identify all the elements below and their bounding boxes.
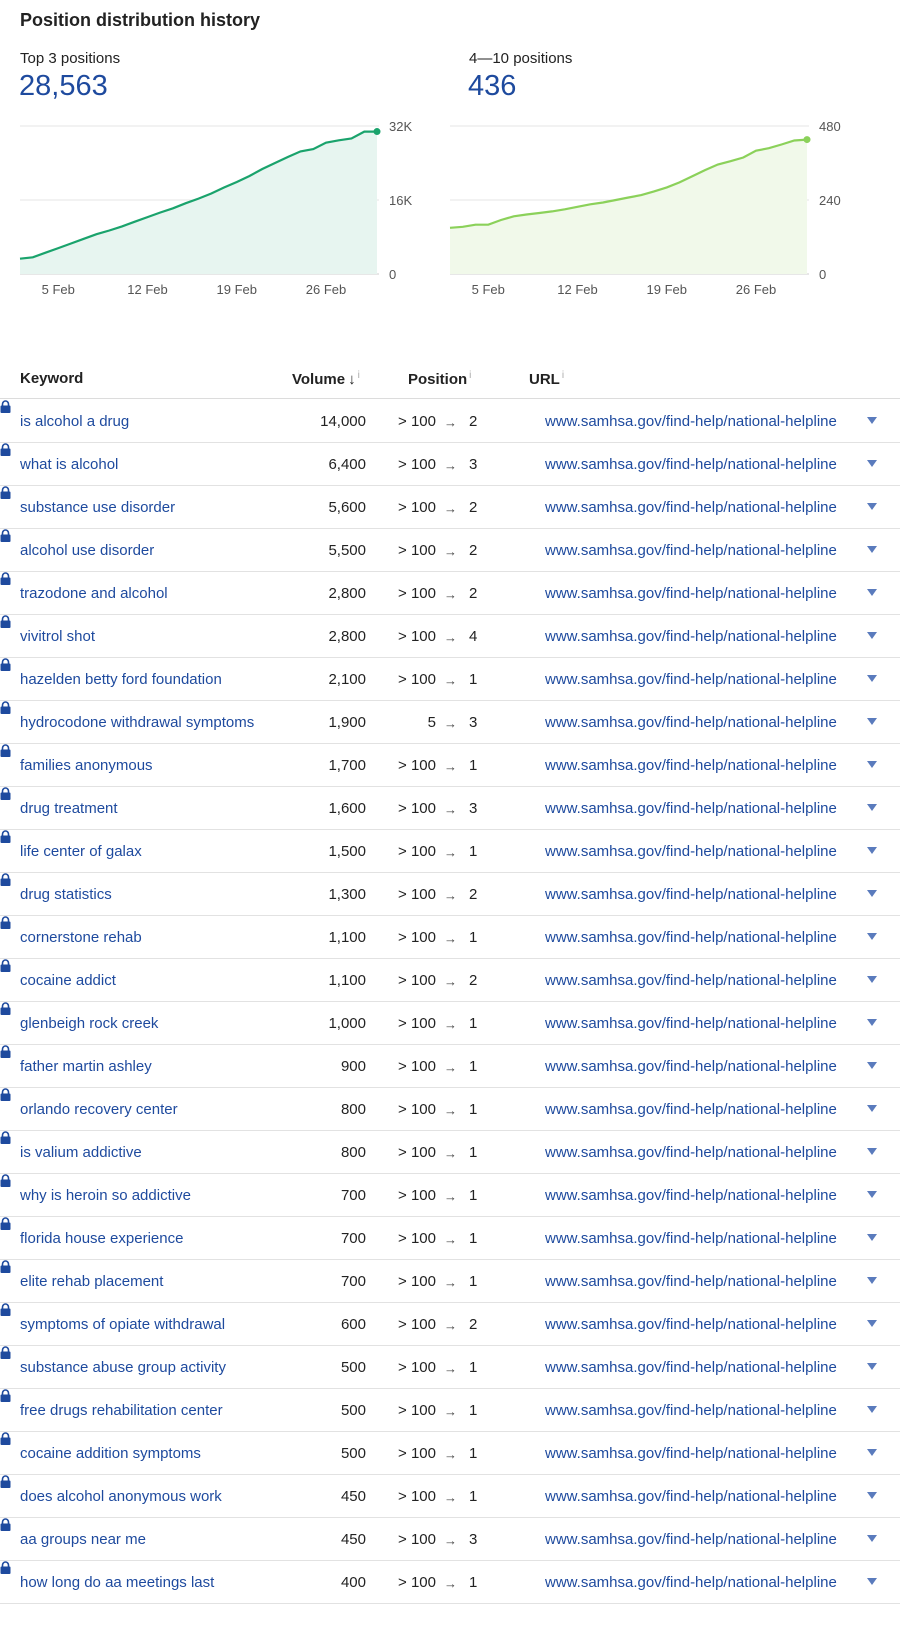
y-tick-label: 240 xyxy=(819,193,841,208)
url-link[interactable]: www.samhsa.gov/find-help/national-helpline xyxy=(545,1273,837,1290)
x-tick-label: 5 Feb xyxy=(41,282,75,297)
keyword-link[interactable]: substance abuse group activity xyxy=(20,1359,226,1376)
lock-icon xyxy=(0,1088,11,1101)
url-header[interactable] xyxy=(529,370,564,388)
position-from: > 100 xyxy=(398,972,436,989)
table-row xyxy=(0,873,900,916)
arrow-right-icon: → xyxy=(444,802,457,817)
position-from: > 100 xyxy=(398,1488,436,1505)
position-to: 3 xyxy=(469,1531,478,1548)
lock-icon xyxy=(0,1561,11,1574)
y-tick-label: 16K xyxy=(389,193,413,208)
position-to: 1 xyxy=(469,1359,478,1376)
chevron-down-icon[interactable] xyxy=(867,1363,877,1370)
position-from: > 100 xyxy=(398,1445,436,1462)
position-to: 2 xyxy=(469,972,478,989)
position-from: > 100 xyxy=(398,1058,436,1075)
arrow-right-icon: → xyxy=(444,1103,457,1118)
url-link[interactable]: www.samhsa.gov/find-help/national-helpline xyxy=(545,972,837,989)
area-fill xyxy=(20,132,377,274)
volume-value: 1,700 xyxy=(328,757,366,774)
table-row xyxy=(0,1432,900,1475)
keyword-link[interactable]: alcohol use disorder xyxy=(20,542,155,559)
position-to: 1 xyxy=(469,1273,478,1290)
arrow-right-icon: → xyxy=(444,501,457,516)
arrow-right-icon: → xyxy=(444,544,457,559)
keyword-link[interactable]: how long do aa meetings last xyxy=(20,1574,215,1591)
table-row xyxy=(0,486,900,529)
position-from: > 100 xyxy=(398,1273,436,1290)
position-to: 1 xyxy=(469,757,478,774)
chevron-down-icon[interactable] xyxy=(867,417,877,424)
volume-value: 5,500 xyxy=(328,542,366,559)
lock-icon xyxy=(0,873,11,886)
position-from: > 100 xyxy=(398,886,436,903)
keyword-link[interactable]: father martin ashley xyxy=(20,1058,152,1075)
position-to: 3 xyxy=(469,714,478,731)
volume-value: 900 xyxy=(340,1058,366,1075)
table-row xyxy=(0,1475,900,1518)
url-link[interactable]: www.samhsa.gov/find-help/national-helpline xyxy=(545,1531,837,1548)
position-to: 3 xyxy=(469,456,478,473)
keyword-link[interactable]: is valium addictive xyxy=(20,1144,142,1161)
lock-icon xyxy=(0,1518,11,1531)
table-row xyxy=(0,1174,900,1217)
table-row xyxy=(0,1002,900,1045)
position-to: 2 xyxy=(469,886,478,903)
arrow-right-icon: → xyxy=(444,1576,457,1591)
lock-icon xyxy=(0,572,11,585)
chevron-down-icon[interactable] xyxy=(867,1449,877,1456)
chevron-down-icon[interactable] xyxy=(867,761,877,768)
arrow-right-icon: → xyxy=(444,1017,457,1032)
table-row xyxy=(0,1088,900,1131)
volume-value: 800 xyxy=(340,1101,366,1118)
keyword-link[interactable]: cocaine addict xyxy=(20,972,116,989)
url-link[interactable]: www.samhsa.gov/find-help/national-helpline xyxy=(545,1488,837,1505)
volume-value: 2,800 xyxy=(328,628,366,645)
chevron-down-icon[interactable] xyxy=(867,1062,877,1069)
arrow-right-icon: → xyxy=(444,630,457,645)
lock-icon xyxy=(0,615,11,628)
arrow-right-icon: → xyxy=(444,931,457,946)
volume-value: 700 xyxy=(340,1230,366,1247)
chevron-down-icon[interactable] xyxy=(867,804,877,811)
table-row xyxy=(0,658,900,701)
pos4-10-value: 436 xyxy=(468,70,517,102)
last-point-marker xyxy=(804,136,811,143)
sort-down-icon: ↓ xyxy=(348,371,356,388)
volume-value: 1,100 xyxy=(328,972,366,989)
position-to: 1 xyxy=(469,1015,478,1032)
chevron-down-icon[interactable] xyxy=(867,1105,877,1112)
position-to: 2 xyxy=(469,413,478,430)
keyword-link[interactable]: hazelden betty ford foundation xyxy=(20,671,222,688)
lock-icon xyxy=(0,1045,11,1058)
chevron-down-icon[interactable] xyxy=(867,1234,877,1241)
arrow-right-icon: → xyxy=(444,1275,457,1290)
arrow-right-icon: → xyxy=(444,1146,457,1161)
keyword-link[interactable]: substance use disorder xyxy=(20,499,176,516)
position-to: 1 xyxy=(469,1445,478,1462)
position-from: > 100 xyxy=(398,843,436,860)
position-to: 1 xyxy=(469,1101,478,1118)
arrow-right-icon: → xyxy=(444,1318,457,1333)
x-tick-label: 19 Feb xyxy=(646,282,687,297)
position-to: 1 xyxy=(469,929,478,946)
lock-icon xyxy=(0,1475,11,1488)
volume-value: 5,600 xyxy=(328,499,366,516)
lock-icon xyxy=(0,787,11,800)
keyword-link[interactable]: does alcohol anonymous work xyxy=(20,1488,222,1505)
url-link[interactable]: www.samhsa.gov/find-help/national-helpline xyxy=(545,1574,837,1591)
volume-value: 800 xyxy=(340,1144,366,1161)
position-to: 1 xyxy=(469,1402,478,1419)
arrow-right-icon: → xyxy=(444,716,457,731)
position-from: > 100 xyxy=(398,1187,436,1204)
url-link[interactable]: www.samhsa.gov/find-help/national-helpline xyxy=(545,886,837,903)
position-from: > 100 xyxy=(398,1144,436,1161)
lock-icon xyxy=(0,1260,11,1273)
position-to: 1 xyxy=(469,1574,478,1591)
table-row xyxy=(0,572,900,615)
volume-value: 2,100 xyxy=(328,671,366,688)
url-link[interactable]: www.samhsa.gov/find-help/national-helpline xyxy=(545,1101,837,1118)
position-to: 1 xyxy=(469,671,478,688)
url-link[interactable]: www.samhsa.gov/find-help/national-helpline xyxy=(545,843,837,860)
url-link[interactable]: www.samhsa.gov/find-help/national-helpline xyxy=(545,929,837,946)
position-from: > 100 xyxy=(398,800,436,817)
url-info-icon[interactable]: i xyxy=(561,370,565,381)
volume-value: 6,400 xyxy=(328,456,366,473)
keyword-link[interactable]: florida house experience xyxy=(20,1230,184,1247)
table-row xyxy=(0,615,900,658)
position-from: > 100 xyxy=(398,1230,436,1247)
table-row xyxy=(0,400,900,443)
table-row xyxy=(0,830,900,873)
position-from: > 100 xyxy=(398,1316,436,1333)
position-from: > 100 xyxy=(398,542,436,559)
keyword-link[interactable]: life center of galax xyxy=(20,843,142,860)
lock-icon xyxy=(0,1432,11,1445)
url-link[interactable]: www.samhsa.gov/find-help/national-helpline xyxy=(545,456,837,473)
volume-value: 1,100 xyxy=(328,929,366,946)
keyword-link[interactable]: symptoms of opiate withdrawal xyxy=(20,1316,226,1333)
volume-value: 400 xyxy=(340,1574,366,1591)
volume-value: 1,900 xyxy=(328,714,366,731)
position-from: > 100 xyxy=(398,1359,436,1376)
position-to: 1 xyxy=(469,1144,478,1161)
keyword-link[interactable]: aa groups near me xyxy=(20,1531,146,1548)
volume-value: 1,000 xyxy=(328,1015,366,1032)
chevron-down-icon[interactable] xyxy=(867,890,877,897)
table-row xyxy=(0,1131,900,1174)
volume-value: 600 xyxy=(340,1316,366,1333)
arrow-right-icon: → xyxy=(444,1232,457,1247)
url-link[interactable]: www.samhsa.gov/find-help/national-helpline xyxy=(545,413,837,430)
x-tick-label: 26 Feb xyxy=(735,282,777,297)
chevron-down-icon[interactable] xyxy=(867,632,877,639)
arrow-right-icon: → xyxy=(444,458,457,473)
chevron-down-icon[interactable] xyxy=(867,847,877,854)
table-row xyxy=(0,1389,900,1432)
position-from: > 100 xyxy=(398,929,436,946)
table-row xyxy=(0,701,900,744)
position-to: 1 xyxy=(469,1230,478,1247)
keyword-link[interactable]: glenbeigh rock creek xyxy=(20,1015,159,1032)
arrow-right-icon: → xyxy=(444,415,457,430)
x-tick-label: 12 Feb xyxy=(557,282,598,297)
table-row xyxy=(0,1518,900,1561)
chevron-down-icon[interactable] xyxy=(867,933,877,940)
volume-value: 14,000 xyxy=(320,413,366,430)
arrow-right-icon: → xyxy=(444,673,457,688)
url-link[interactable]: www.samhsa.gov/find-help/national-helpline xyxy=(545,1058,837,1075)
keyword-link[interactable]: elite rehab placement xyxy=(20,1273,164,1290)
keyword-link[interactable]: cornerstone rehab xyxy=(20,929,142,946)
url-link[interactable]: www.samhsa.gov/find-help/national-helpline xyxy=(545,585,837,602)
lock-icon xyxy=(0,486,11,499)
table-row xyxy=(0,916,900,959)
keyword-link[interactable]: families anonymous xyxy=(20,757,153,774)
chevron-down-icon[interactable] xyxy=(867,546,877,553)
lock-icon xyxy=(0,744,11,757)
volume-value: 1,500 xyxy=(328,843,366,860)
url-link[interactable]: www.samhsa.gov/find-help/national-helpline xyxy=(545,671,837,688)
chevron-down-icon[interactable] xyxy=(867,1320,877,1327)
chevron-down-icon[interactable] xyxy=(867,503,877,510)
table-row xyxy=(0,1346,900,1389)
volume-value: 2,800 xyxy=(328,585,366,602)
url-link[interactable]: www.samhsa.gov/find-help/national-helpline xyxy=(545,800,837,817)
keyword-link[interactable]: is alcohol a drug xyxy=(20,413,130,430)
pos4-10-label: 4—10 positions xyxy=(469,50,573,67)
keyword-header[interactable]: Keyword xyxy=(20,370,84,387)
position-from: > 100 xyxy=(398,671,436,688)
top3-label: Top 3 positions xyxy=(20,50,121,67)
arrow-right-icon: → xyxy=(444,759,457,774)
keyword-link[interactable]: what is alcohol xyxy=(20,456,119,473)
keyword-link[interactable]: orlando recovery center xyxy=(20,1101,178,1118)
position-from: > 100 xyxy=(398,499,436,516)
y-tick-label: 480 xyxy=(819,119,841,134)
x-tick-label: 12 Feb xyxy=(127,282,168,297)
volume-value: 500 xyxy=(340,1445,366,1462)
position-to: 2 xyxy=(469,499,478,516)
url-link[interactable]: www.samhsa.gov/find-help/national-helpline xyxy=(545,1359,837,1376)
position-to: 2 xyxy=(469,585,478,602)
url-link[interactable]: www.samhsa.gov/find-help/national-helpline xyxy=(545,1445,837,1462)
position-header[interactable] xyxy=(408,370,471,388)
url-link[interactable]: www.samhsa.gov/find-help/national-helpline xyxy=(545,1316,837,1333)
position-to: 3 xyxy=(469,800,478,817)
position-to: 2 xyxy=(469,1316,478,1333)
position-from: > 100 xyxy=(398,585,436,602)
y-tick-label: 32K xyxy=(389,119,413,134)
lock-icon xyxy=(0,701,11,714)
chevron-down-icon[interactable] xyxy=(867,1578,877,1585)
table-header xyxy=(0,358,900,399)
arrow-right-icon: → xyxy=(444,1060,457,1075)
position-header-label: Position xyxy=(408,371,468,388)
position-from: > 100 xyxy=(398,456,436,473)
position-info-icon[interactable]: i xyxy=(469,370,472,381)
position-from: > 100 xyxy=(398,1531,436,1548)
lock-icon xyxy=(0,658,11,671)
chevron-down-icon[interactable] xyxy=(867,1191,877,1198)
volume-info-icon[interactable]: i xyxy=(357,370,360,381)
arrow-right-icon: → xyxy=(444,1361,457,1376)
url-link[interactable]: www.samhsa.gov/find-help/national-helpline xyxy=(545,1015,837,1032)
keyword-link[interactable]: drug treatment xyxy=(20,800,118,817)
position-from: 5 xyxy=(427,714,436,731)
arrow-right-icon: → xyxy=(444,974,457,989)
position-to: 1 xyxy=(469,1058,478,1075)
last-point-marker xyxy=(374,128,381,135)
lock-icon xyxy=(0,1217,11,1230)
lock-icon xyxy=(0,443,11,456)
top3-value: 28,563 xyxy=(19,70,108,102)
x-tick-label: 19 Feb xyxy=(216,282,257,297)
chevron-down-icon[interactable] xyxy=(867,1492,877,1499)
keyword-link[interactable]: free drugs rehabilitation center xyxy=(20,1402,223,1419)
url-link[interactable]: www.samhsa.gov/find-help/national-helpline xyxy=(545,499,837,516)
chevron-down-icon[interactable] xyxy=(867,1406,877,1413)
table-row xyxy=(0,443,900,486)
chevron-down-icon[interactable] xyxy=(867,1535,877,1542)
lock-icon xyxy=(0,1174,11,1187)
x-tick-label: 26 Feb xyxy=(305,282,347,297)
keyword-link[interactable]: cocaine addition symptoms xyxy=(20,1445,201,1462)
volume-value: 700 xyxy=(340,1187,366,1204)
lock-icon xyxy=(0,1131,11,1144)
lock-icon xyxy=(0,1389,11,1402)
chevron-down-icon[interactable] xyxy=(867,1148,877,1155)
chevron-down-icon[interactable] xyxy=(867,1277,877,1284)
arrow-right-icon: → xyxy=(444,1189,457,1204)
lock-icon xyxy=(0,830,11,843)
position-from: > 100 xyxy=(398,1574,436,1591)
volume-value: 1,300 xyxy=(328,886,366,903)
arrow-right-icon: → xyxy=(444,888,457,903)
chevron-down-icon[interactable] xyxy=(867,589,877,596)
chevron-down-icon[interactable] xyxy=(867,976,877,983)
url-link[interactable]: www.samhsa.gov/find-help/national-helpline xyxy=(545,542,837,559)
arrow-right-icon: → xyxy=(444,845,457,860)
arrow-right-icon: → xyxy=(444,1490,457,1505)
volume-header[interactable] xyxy=(292,370,360,388)
volume-value: 500 xyxy=(340,1359,366,1376)
table-row xyxy=(0,1217,900,1260)
lock-icon xyxy=(0,1346,11,1359)
chevron-down-icon[interactable] xyxy=(867,460,877,467)
url-link[interactable]: www.samhsa.gov/find-help/national-helpline xyxy=(545,714,837,731)
position-from: > 100 xyxy=(398,413,436,430)
lock-icon xyxy=(0,1002,11,1015)
volume-value: 450 xyxy=(340,1531,366,1548)
keyword-link[interactable]: vivitrol shot xyxy=(20,628,96,645)
volume-header-label: Volume xyxy=(292,371,346,388)
table-row xyxy=(0,1045,900,1088)
position-to: 1 xyxy=(469,1488,478,1505)
url-link[interactable]: www.samhsa.gov/find-help/national-helpline xyxy=(545,757,837,774)
position-from: > 100 xyxy=(398,757,436,774)
arrow-right-icon: → xyxy=(444,1447,457,1462)
lock-icon xyxy=(0,529,11,542)
url-link[interactable]: www.samhsa.gov/find-help/national-helpline xyxy=(545,628,837,645)
chevron-down-icon[interactable] xyxy=(867,718,877,725)
lock-icon xyxy=(0,916,11,929)
table-row xyxy=(0,744,900,787)
keyword-link[interactable]: drug statistics xyxy=(20,886,112,903)
position-from: > 100 xyxy=(398,628,436,645)
table-row xyxy=(0,1260,900,1303)
lock-icon xyxy=(0,959,11,972)
top3-positions-chart[interactable] xyxy=(0,118,450,313)
y-tick-label: 0 xyxy=(819,267,827,282)
url-header-label: URL xyxy=(529,371,560,388)
position-to: 1 xyxy=(469,1187,478,1204)
arrow-right-icon: → xyxy=(444,1404,457,1419)
keyword-link[interactable]: hydrocodone withdrawal symptoms xyxy=(20,714,255,731)
lock-icon xyxy=(0,1303,11,1316)
url-link[interactable]: www.samhsa.gov/find-help/national-helpline xyxy=(545,1144,837,1161)
arrow-right-icon: → xyxy=(444,587,457,602)
url-link[interactable]: www.samhsa.gov/find-help/national-helpline xyxy=(545,1187,837,1204)
keyword-link[interactable]: trazodone and alcohol xyxy=(20,585,168,602)
volume-value: 700 xyxy=(340,1273,366,1290)
arrow-right-icon: → xyxy=(444,1533,457,1548)
position-to: 1 xyxy=(469,843,478,860)
volume-value: 450 xyxy=(340,1488,366,1505)
position-from: > 100 xyxy=(398,1402,436,1419)
position-to: 2 xyxy=(469,542,478,559)
url-link[interactable]: www.samhsa.gov/find-help/national-helpline xyxy=(545,1402,837,1419)
x-tick-label: 5 Feb xyxy=(471,282,505,297)
chevron-down-icon[interactable] xyxy=(867,1019,877,1026)
url-link[interactable]: www.samhsa.gov/find-help/national-helpline xyxy=(545,1230,837,1247)
y-tick-label: 0 xyxy=(389,267,397,282)
keyword-link[interactable]: why is heroin so addictive xyxy=(20,1187,191,1204)
table-row xyxy=(0,959,900,1002)
position-from: > 100 xyxy=(398,1101,436,1118)
area-fill xyxy=(450,140,807,274)
table-row xyxy=(0,529,900,572)
position-to: 4 xyxy=(469,628,478,645)
lock-icon xyxy=(0,400,11,413)
table-row xyxy=(0,1303,900,1346)
table-row xyxy=(0,1561,900,1604)
section-title: Position distribution history xyxy=(20,10,260,30)
position-from: > 100 xyxy=(398,1015,436,1032)
pos4-10-chart[interactable] xyxy=(450,118,900,313)
keyword-table-body xyxy=(0,400,900,1604)
table-row xyxy=(0,787,900,830)
volume-value: 500 xyxy=(340,1402,366,1419)
volume-value: 1,600 xyxy=(328,800,366,817)
chevron-down-icon[interactable] xyxy=(867,675,877,682)
